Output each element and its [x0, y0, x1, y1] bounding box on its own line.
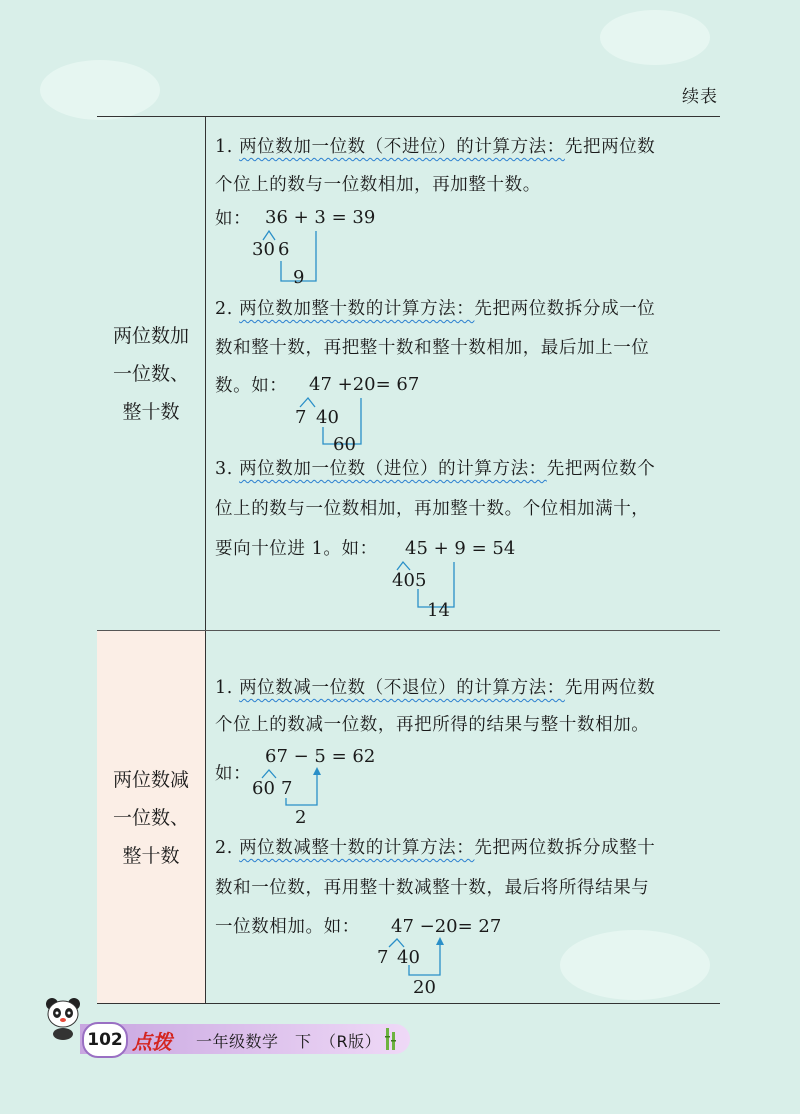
method-text: 先用两位数 [564, 678, 656, 698]
book-title: 一年级数学 下 （R版） [196, 1032, 382, 1051]
split-diagram [97, 117, 98, 118]
result-number: 20 [413, 977, 436, 998]
row1-label [97, 317, 205, 431]
method-text: 先把两位数拆分成整十 [474, 838, 656, 858]
split-part: 30 [252, 239, 275, 260]
result-number: 9 [293, 267, 305, 288]
row1-item2-line1 [215, 298, 655, 320]
row2-item1-line1 [215, 677, 655, 699]
row1-item1-line1 [215, 136, 655, 158]
row2-item2-line1 [215, 837, 655, 859]
method-title: 两位数加整十数的计算方法： [239, 299, 475, 319]
method-text: 先把两位数 [564, 137, 656, 157]
column-divider [205, 117, 206, 1003]
method-title: 两位数加一位数（不进位）的计算方法： [239, 137, 565, 157]
page-number: 102 [82, 1022, 128, 1058]
row1-item1-line2: 个位上的数与一位数相加，再加整十数。 [215, 175, 541, 195]
row2-label [97, 761, 205, 875]
continued-label: 续表 [682, 87, 718, 107]
split-part: 40 [316, 407, 339, 428]
equation: 45 + 9 = 54 [405, 538, 516, 559]
row1-item3-line3: 要向十位进 1。如： [215, 539, 378, 559]
item-number: 2. [215, 838, 233, 858]
split-part: 40 [392, 570, 415, 591]
result-number: 2 [295, 807, 307, 828]
row2-item2-line2: 数和一位数，再用整十数减整十数，最后将所得结果与 [215, 878, 650, 898]
row1-item3-line1 [215, 458, 655, 480]
row-divider [97, 630, 720, 631]
split-part: 40 [397, 947, 420, 968]
split-part: 7 [295, 407, 307, 428]
method-title: 两位数加一位数（进位）的计算方法： [239, 459, 547, 479]
row2-label-line: 两位数减 [112, 769, 189, 791]
equation: 47 −20= 27 [391, 916, 502, 937]
row2-label-line: 一位数、 [112, 807, 189, 829]
row1-label-line: 两位数加 [112, 325, 189, 347]
method-text: 先把两位数拆分成一位 [474, 299, 656, 319]
split-part: 7 [281, 778, 293, 799]
split-part: 60 [252, 778, 275, 799]
brand-logo: 点拨 [132, 1030, 172, 1054]
equation: 67 − 5 = 62 [265, 746, 376, 767]
bamboo-icon [382, 1026, 400, 1052]
cloud-decoration [40, 60, 160, 120]
row1-label-line: 整十数 [122, 401, 180, 423]
item-number: 1. [215, 678, 233, 698]
item-number: 1. [215, 137, 233, 157]
row2-label-line: 整十数 [122, 845, 180, 867]
result-number: 14 [427, 600, 450, 621]
cloud-decoration [600, 10, 710, 65]
summary-table [97, 116, 720, 1004]
example-prefix: 如： [215, 764, 252, 784]
equation: 36 + 3 = 39 [265, 207, 376, 228]
equation: 47 +20= 67 [309, 374, 420, 395]
method-text: 先把两位数个 [546, 459, 656, 479]
row1-item2-line3: 数。如： [215, 376, 288, 396]
split-part: 7 [377, 947, 389, 968]
row1-item3-line2: 位上的数与一位数相加，再加整十数。个位相加满十， [215, 499, 650, 519]
item-number: 3. [215, 459, 233, 479]
item-number: 2. [215, 299, 233, 319]
split-part: 5 [415, 570, 427, 591]
example-prefix: 如： [215, 209, 252, 229]
panda-mascot-icon [44, 996, 82, 1040]
row1-label-line: 一位数、 [112, 363, 189, 385]
row2-item1-line2: 个位上的数减一位数，再把所得的结果与整十数相加。 [215, 715, 650, 735]
result-number: 60 [333, 434, 356, 455]
method-title: 两位数减整十数的计算方法： [239, 838, 475, 858]
method-title: 两位数减一位数（不退位）的计算方法： [239, 678, 565, 698]
split-part: 6 [278, 239, 290, 260]
row2-item2-line3: 一位数相加。如： [215, 917, 360, 937]
row1-item2-line2: 数和整十数，再把整十数和整十数相加，最后加上一位 [215, 338, 650, 358]
